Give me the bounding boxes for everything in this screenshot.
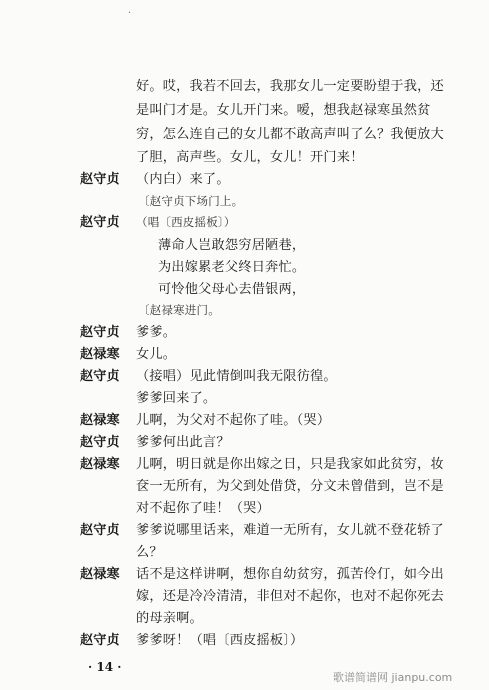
speaker-name: 赵禄寒: [80, 457, 120, 472]
speaker-name: 赵守贞: [80, 633, 120, 648]
dialogue-line: 奁一无所有，为父到处借贷，分文未曾借到，岂不是: [136, 479, 444, 494]
speaker-name: 赵守贞: [80, 215, 120, 230]
speaker-name: 赵守贞: [80, 172, 120, 187]
text-line-1: 好。哎，我若不回去，我那女儿一定要盼望于我，还: [136, 79, 444, 94]
speaker-name: 赵禄寒: [80, 567, 120, 582]
dialogue-line: 对不起你了哇！（哭）: [136, 501, 270, 516]
speaker-name: 赵守贞: [80, 325, 120, 340]
speaker-name: 赵守贞: [80, 435, 120, 450]
text-line-2: 是叫门才是。女儿开门来。嗳，想我赵禄寒虽然贫: [136, 103, 431, 118]
page-number: · 14 ·: [88, 660, 122, 674]
dialogue-line: （接唱）见此情倒叫我无限彷徨。: [136, 369, 337, 384]
verse-line-2: 为出嫁累老父终日奔忙。: [158, 260, 306, 275]
dialogue-line: 么？: [136, 545, 163, 560]
dialogue-line: 爹爹回来了。: [136, 391, 217, 406]
verse-line-1: 薄命人岂敢怨穷居陋巷，: [158, 238, 306, 253]
speaker-name: 赵禄寒: [80, 347, 120, 362]
top-mark: ·: [128, 8, 132, 19]
text-line-3: 穷，怎么连自己的女儿都不敢高声叫了么？我便放大: [136, 127, 444, 142]
verse-line-3: 可怜他父母心去借银两，: [158, 282, 306, 297]
dialogue-line: 儿啊，明日就是你出嫁之日，只是我家如此贫穷，妆: [136, 457, 444, 472]
dialogue-line: 儿啊，为父对不起你了哇。（哭）: [136, 413, 331, 428]
dialogue-line: 爹爹说哪里话来，难道一无所有，女儿就不登花轿了: [136, 523, 444, 538]
stage-direction: 〔赵禄寒进门。: [138, 303, 220, 317]
watermark: 歌谱简谱网 jianpu.com: [333, 671, 453, 684]
text-line-4: 了胆，高声些。女儿，女儿！开门来！: [136, 150, 364, 165]
stage-direction: 〔赵守贞下场门上。: [138, 194, 244, 208]
dialogue-line: 嫁，还是冷冷清清，非但对不起你，也对不起你死去: [136, 589, 444, 604]
stage-direction: （唱〔西皮摇板〕）: [136, 215, 236, 229]
dialogue-line: 爹爹呀！（唱〔西皮摇板〕）: [136, 633, 304, 648]
dialogue-line: 爹爹何出此言？: [136, 435, 230, 450]
speaker-name: 赵守贞: [80, 369, 120, 384]
dialogue-line: 女儿。: [136, 347, 177, 362]
speaker-name: 赵禄寒: [80, 413, 120, 428]
dialogue-line: 的母亲啊。: [136, 611, 203, 626]
speaker-name: 赵守贞: [80, 523, 120, 538]
dialogue-line: 话不是这样讲啊，想你自幼贫穷，孤苦伶仃，如今出: [136, 567, 444, 582]
dialogue-line: 爹爹。: [136, 325, 177, 340]
dialogue-line: （内白）来了。: [136, 172, 230, 187]
